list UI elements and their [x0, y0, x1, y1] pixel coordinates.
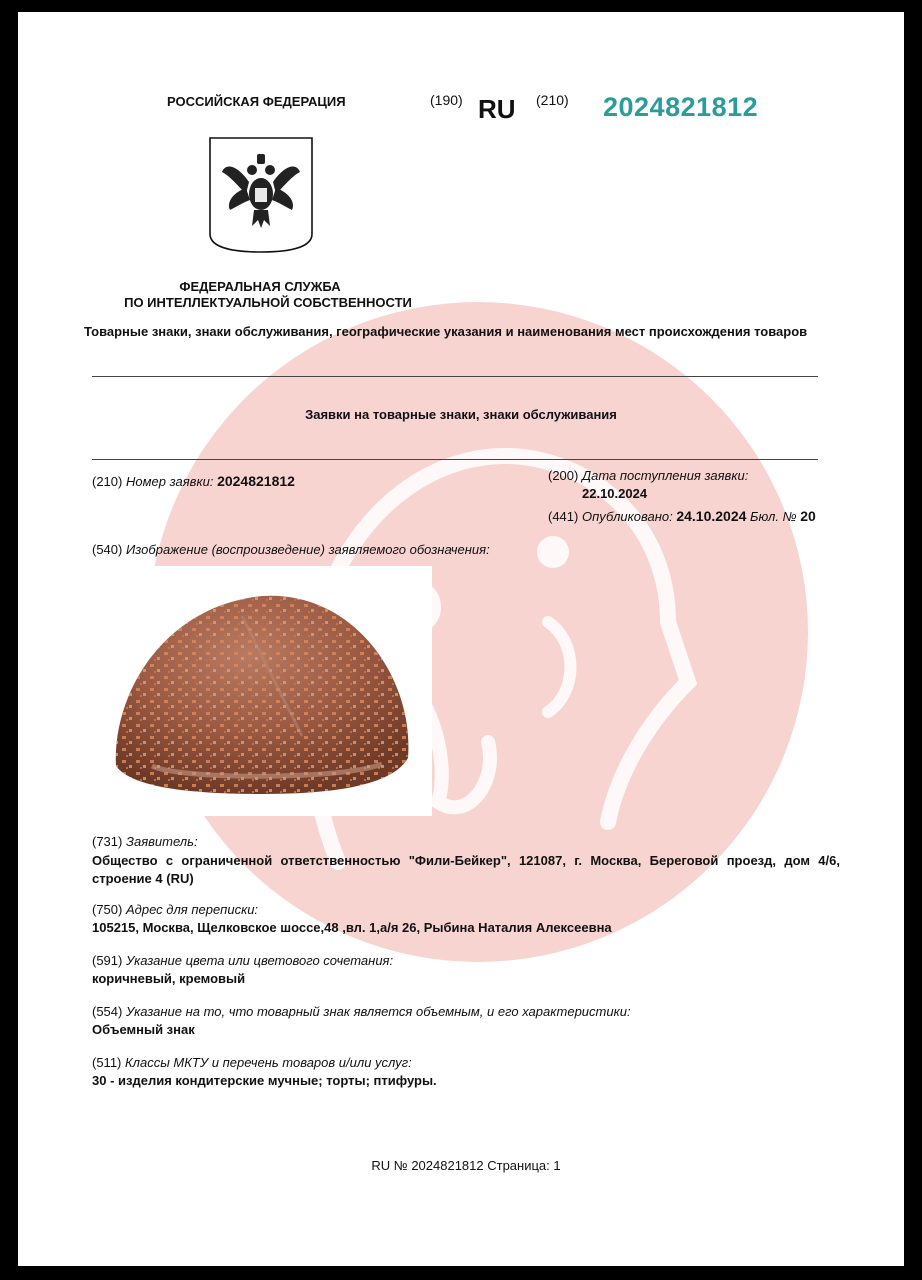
field-code: (511) — [92, 1055, 122, 1070]
document-category: Товарные знаки, знаки обслуживания, географические указания и наименования мест происхождения товаров — [84, 324, 808, 339]
publication-label: Опубликовано: — [581, 509, 673, 524]
application-number-code: (210) — [92, 474, 123, 489]
application-number — [92, 473, 295, 489]
code-190: (190) — [430, 92, 463, 108]
field-classes — [92, 1055, 437, 1088]
application-number-label: Номер заявки: — [125, 474, 214, 489]
document-number: 2024821812 — [603, 92, 759, 122]
field-label: Классы МКТУ и перечень товаров и/или услуг: — [125, 1055, 412, 1070]
service-name-line2: ПО ИНТЕЛЛЕКТУАЛЬНОЙ СОБСТВЕННОСТИ — [124, 295, 412, 310]
field-code: (750) — [92, 902, 123, 917]
image-section-code: (540) — [92, 542, 123, 557]
country-code-ru: RU — [478, 94, 516, 124]
field-correspondence-address — [92, 902, 612, 935]
filing-date-value: 22.10.2024 — [582, 486, 648, 501]
bulletin-label: Бюл. № — [750, 509, 797, 524]
bulletin-number: 20 — [800, 508, 816, 524]
field-value: Общество с ограниченной ответственностью "Фили-Бейкер", 121087, г. Москва, Береговой проезд, дом 4/6, строение 4 (RU) — [92, 853, 840, 886]
emblem-icon — [208, 136, 314, 254]
field-value: коричневый, кремовый — [92, 971, 246, 986]
field-color — [92, 953, 393, 986]
trademark-image — [92, 566, 432, 816]
filing-date-label: Дата поступления заявки: — [581, 468, 749, 483]
application-number-value: 2024821812 — [217, 473, 295, 489]
image-section-label: Изображение (воспроизведение) заявляемого обозначения: — [125, 542, 490, 557]
field-label: Указание цвета или цветового сочетания: — [125, 953, 394, 968]
field-code: (591) — [92, 953, 123, 968]
page-footer: RU № 2024821812 Страница: 1 — [371, 1158, 561, 1173]
divider-bottom — [92, 459, 818, 460]
field-code: (554) — [92, 1004, 123, 1019]
document-page — [18, 12, 904, 1266]
field-volumetric — [92, 1004, 631, 1037]
field-label: Указание на то, что товарный знак является объемным, и его характеристики: — [125, 1004, 631, 1019]
field-value: 105215, Москва, Щелковское шоссе,48 ,вл. 1,а/я 26, Рыбина Наталия Алексеевна — [92, 920, 612, 935]
section-title: Заявки на товарные знаки, знаки обслуживания — [305, 407, 617, 422]
field-applicant — [92, 834, 840, 888]
filing-date-code: (200) — [548, 468, 579, 483]
field-label: Адрес для переписки: — [125, 902, 259, 917]
divider-top — [92, 376, 818, 377]
publication-date: 24.10.2024 — [676, 508, 747, 524]
country-name: РОССИЙСКАЯ ФЕДЕРАЦИЯ — [167, 94, 346, 109]
field-value: Объемный знак — [92, 1022, 195, 1037]
publication-code: (441) — [548, 509, 579, 524]
image-section-heading — [92, 542, 490, 557]
field-value: 30 - изделия кондитерские мучные; торты; птифуры. — [92, 1073, 437, 1088]
filing-date — [548, 468, 748, 483]
service-name-line1: ФЕДЕРАЛЬНАЯ СЛУЖБА — [179, 279, 341, 294]
code-210-header: (210) — [536, 92, 569, 108]
field-label: Заявитель: — [125, 834, 198, 849]
field-code: (731) — [92, 834, 123, 849]
publication-info — [548, 508, 816, 524]
